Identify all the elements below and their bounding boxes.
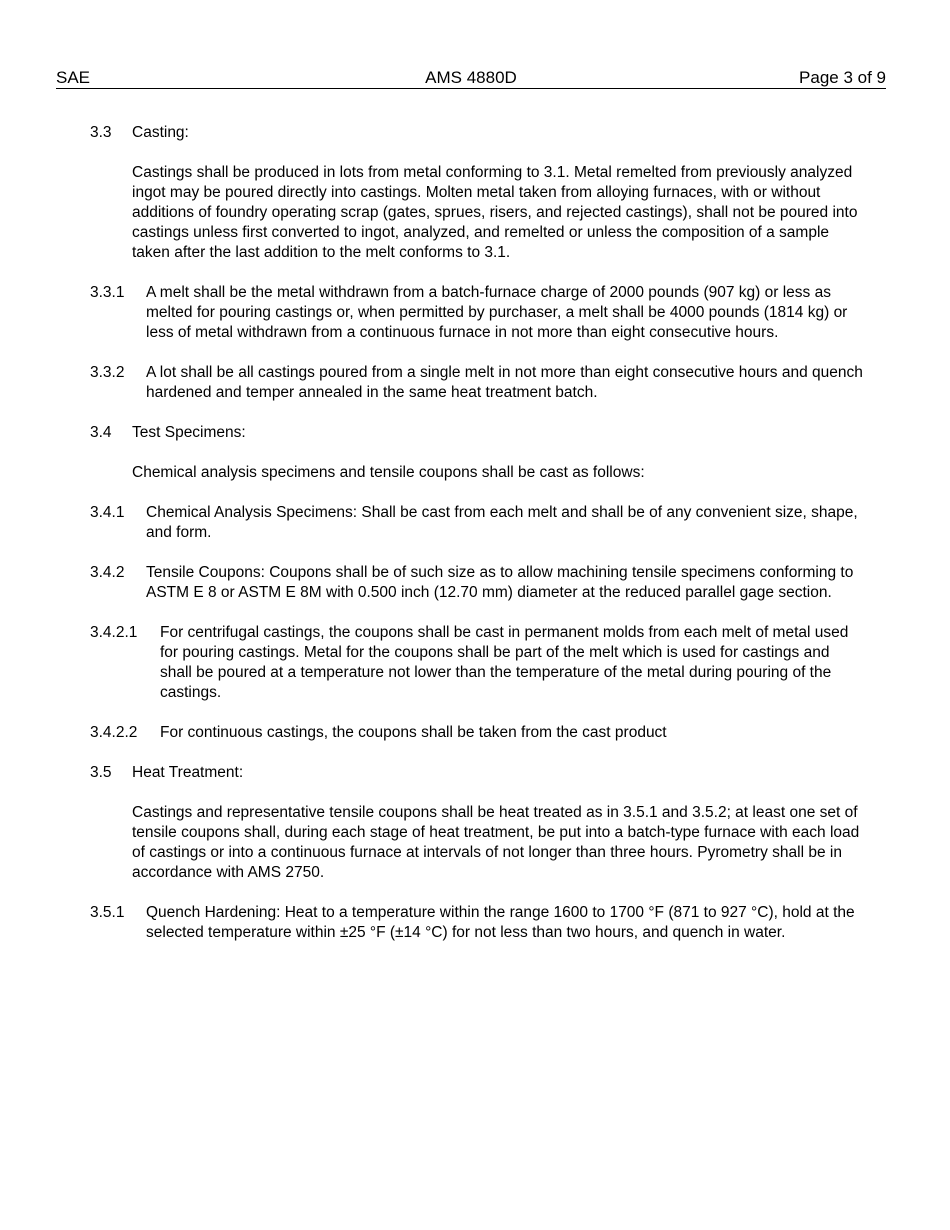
document-body — [90, 123, 865, 943]
section-3-4-1 — [90, 503, 865, 543]
section-3-4-2-2 — [90, 723, 865, 743]
section-text: A melt shall be the metal withdrawn from a batch-furnace charge of 2000 pounds (907 kg) or less as melted for pouring castings or, when permitted by purchaser, a melt shall be 4000 pounds (1814 kg) or less of metal withdrawn from a continuous furnace in not more than eight consecutive hours. — [146, 284, 848, 341]
section-number: 3.5.1 — [90, 904, 125, 921]
page-header — [56, 68, 886, 89]
section-3-3-1 — [90, 283, 865, 343]
section-text: Quench Hardening: Heat to a temperature within the range 1600 to 1700 °F (871 to 927 °C), hold at the selected temperature within ±25 °F (±14 °C) for not less than two hours, and quench in water. — [146, 904, 855, 941]
section-number: 3.4.2.1 — [90, 624, 138, 641]
section-3-3 — [90, 123, 865, 143]
section-title: Test Specimens: — [132, 424, 246, 441]
section-title: Casting: — [132, 124, 189, 141]
section-3-4 — [90, 423, 865, 443]
section-3-3-2 — [90, 363, 865, 403]
section-text: Chemical Analysis Specimens: Shall be cast from each melt and shall be of any convenient size, shape, and form. — [146, 504, 858, 541]
section-3-4-2 — [90, 563, 865, 603]
section-number: 3.4.2 — [90, 564, 125, 581]
section-body: Castings shall be produced in lots from metal conforming to 3.1. Metal remelted from previously analyzed ingot may be poured directly into castings. Molten metal taken from alloying furnaces, with or without additions of foundry operating scrap (gates, sprues, risers, and rejected castings), shall not be poured into castings unless first converted to ingot, analyzed, and remelted or unless the composition of a sample taken after the last addition to the melt conforms to 3.1. — [132, 164, 858, 261]
section-number: 3.4 — [90, 424, 112, 441]
header-document-number: AMS 4880D — [425, 68, 517, 87]
section-number: 3.3 — [90, 124, 112, 141]
section-number: 3.4.1 — [90, 504, 125, 521]
section-title: Heat Treatment: — [132, 764, 244, 781]
section-number: 3.3.1 — [90, 284, 125, 301]
section-body: Chemical analysis specimens and tensile coupons shall be cast as follows: — [132, 464, 645, 481]
section-text: For centrifugal castings, the coupons shall be cast in permanent molds from each melt of metal used for pouring castings. Metal for the coupons shall be part of the melt which is used for castings and shall be poured at a temperature not lower than the temperature of the metal during pouring of the castings. — [160, 624, 849, 701]
header-page-number: Page 3 of 9 — [799, 68, 886, 87]
section-number: 3.3.2 — [90, 364, 125, 381]
header-publisher: SAE — [56, 68, 91, 87]
section-number: 3.4.2.2 — [90, 724, 138, 741]
section-3-4-2-1 — [90, 623, 865, 703]
section-number: 3.5 — [90, 764, 112, 781]
section-3-5 — [90, 763, 865, 783]
section-text: For continuous castings, the coupons shall be taken from the cast product — [160, 724, 667, 741]
section-3-5-1 — [90, 903, 865, 943]
section-body: Castings and representative tensile coupons shall be heat treated as in 3.5.1 and 3.5.2; at least one set of tensile coupons shall, during each stage of heat treatment, be put into a batch-type furnace with each load of castings or into a continuous furnace at intervals of not longer than three hours. Pyrometry shall be in accordance with AMS 2750. — [132, 804, 860, 881]
section-text: A lot shall be all castings poured from a single melt in not more than eight consecutive hours and quench hardened and temper annealed in the same heat treatment batch. — [146, 364, 863, 401]
section-text: Tensile Coupons: Coupons shall be of such size as to allow machining tensile specimens conforming to ASTM E 8 or ASTM E 8M with 0.500 inch (12.70 mm) diameter at the reduced parallel gage section. — [146, 564, 854, 601]
